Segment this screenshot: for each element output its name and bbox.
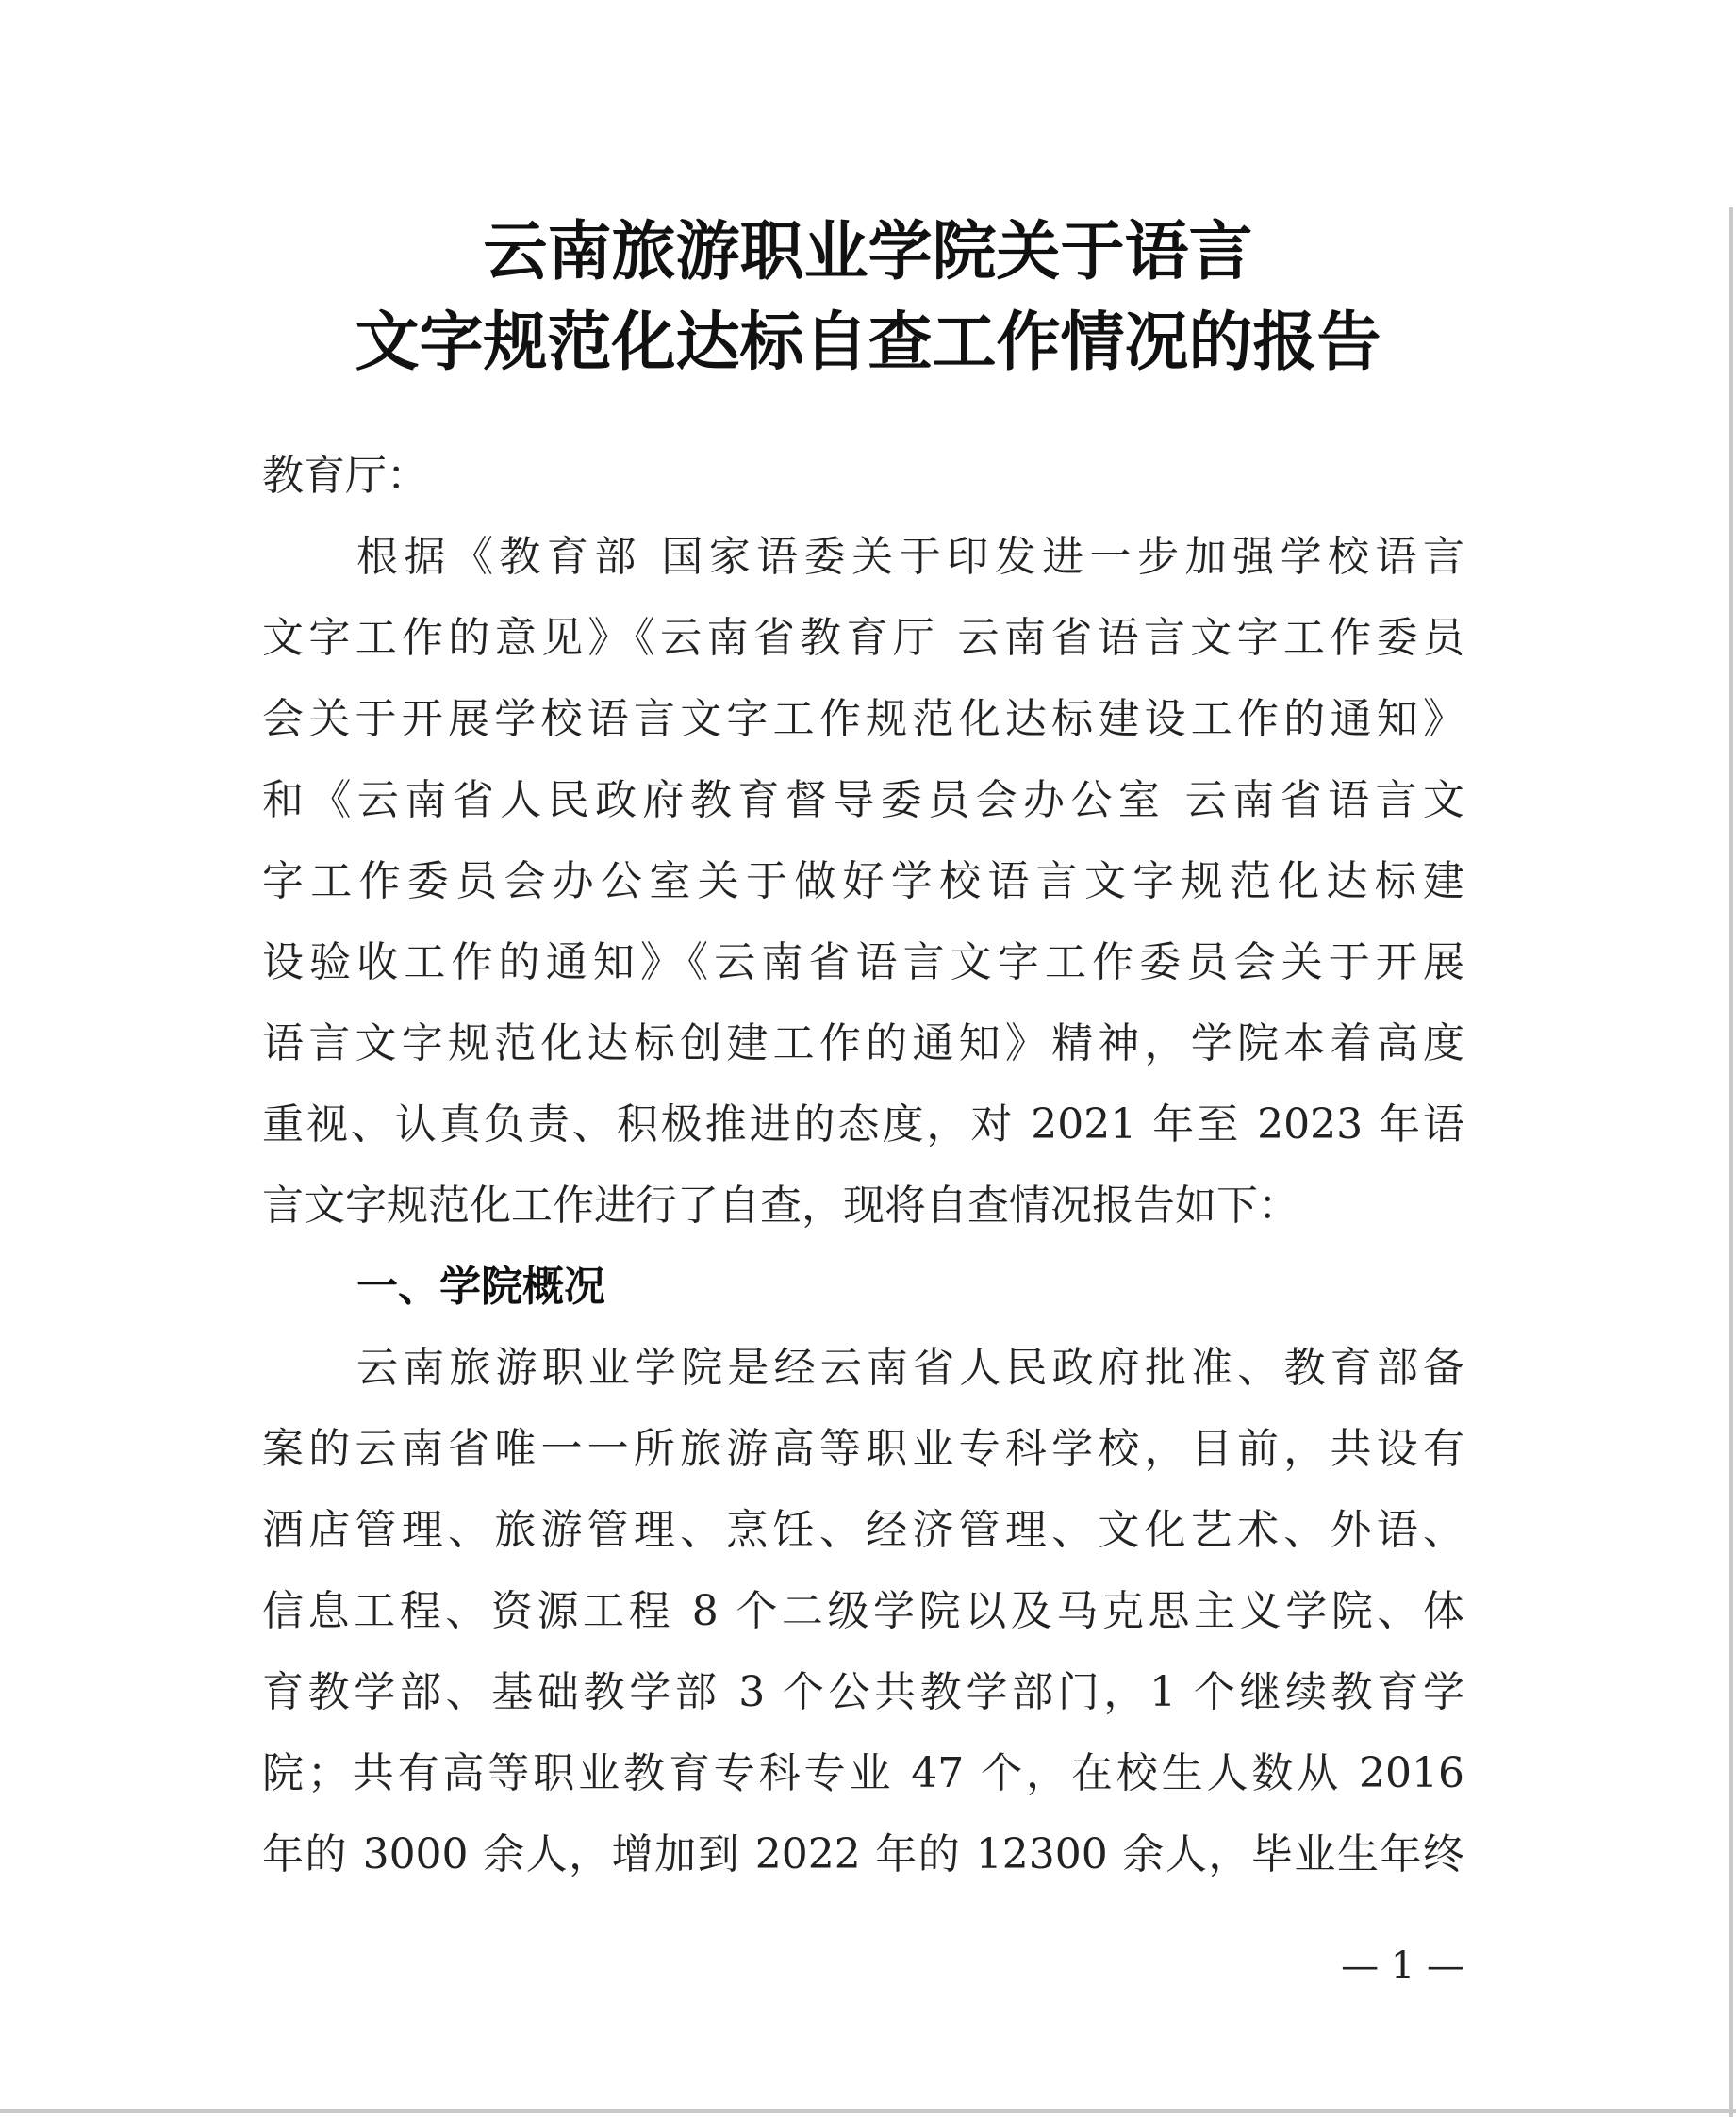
- paragraph-1-line: 语言文字规范化达标创建工作的通知》精神，学院本着高度: [262, 1019, 1464, 1067]
- paragraph-2-line: 云南旅游职业学院是经云南省人民政府批准、教育部备: [356, 1344, 1464, 1392]
- salutation: 教育厅：: [262, 452, 428, 500]
- paragraph-2-line: 酒店管理、旅游管理、烹饪、经济管理、文化艺术、外语、: [262, 1506, 1464, 1554]
- paragraph-1-line: 字工作委员会办公室关于做好学校语言文字规范化达标建: [262, 857, 1464, 905]
- paragraph-1-line: 言文字规范化工作进行了自查，现将自查情况报告如下：: [262, 1182, 1299, 1230]
- document-title-line-1: 云南旅游职业学院关于语言: [483, 214, 1253, 289]
- page-edge-bottom: [0, 2109, 1736, 2113]
- page-edge-right: [1729, 207, 1733, 2117]
- paragraph-2-line: 案的云南省唯一一所旅游高等职业专科学校，目前，共设有: [262, 1425, 1464, 1473]
- section-heading: 一、学院概况: [356, 1263, 605, 1311]
- paragraph-2-line: 信息工程、资源工程 8 个二级学院以及马克思主义学院、体: [262, 1587, 1464, 1635]
- paragraph-2-line: 年的 3000 余人，增加到 2022 年的 12300 余人，毕业生年终: [262, 1830, 1464, 1878]
- paragraph-1-line: 重视、认真负责、积极推进的态度，对 2021 年至 2023 年语: [262, 1100, 1464, 1149]
- paragraph-2-line: 院；共有高等职业教育专科专业 47 个，在校生人数从 2016: [262, 1749, 1464, 1797]
- paragraph-1-line: 文字工作的意见》《云南省教育厅 云南省语言文字工作委员: [262, 614, 1464, 662]
- paragraph-2-line: 育教学部、基础教学部 3 个公共教学部门，1 个继续教育学: [262, 1668, 1464, 1716]
- paragraph-1-line: 设验收工作的通知》《云南省语言文字工作委员会关于开展: [262, 938, 1464, 986]
- paragraph-1-line: 会关于开展学校语言文字工作规范化达标建设工作的通知》: [262, 695, 1464, 743]
- paragraph-1-line: 和《云南省人民政府教育督导委员会办公室 云南省语言文: [262, 776, 1464, 824]
- paragraph-1-line: 根据《教育部 国家语委关于印发进一步加强学校语言: [356, 533, 1464, 581]
- document-title-line-2: 文字规范化达标自查工作情况的报告: [355, 305, 1381, 380]
- document-body: [262, 436, 1464, 1878]
- page-number: — 1 —: [1341, 1944, 1464, 1988]
